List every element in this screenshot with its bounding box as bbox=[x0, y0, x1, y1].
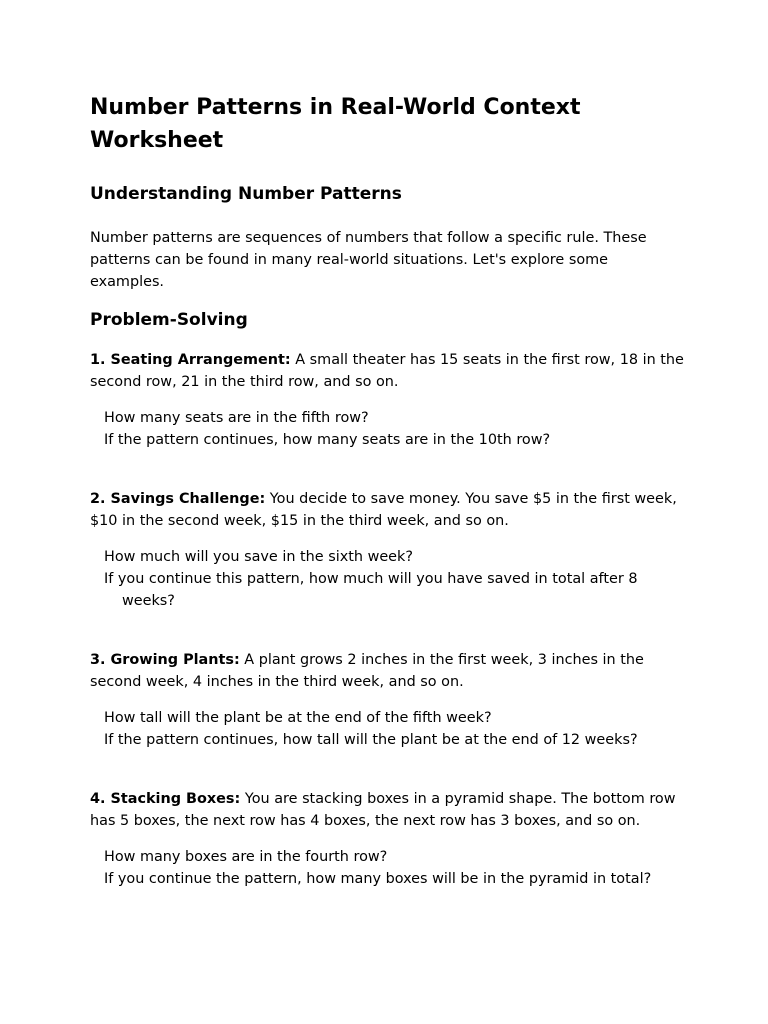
problem-3-question-1: How tall will the plant be at the end of the fifth week? bbox=[104, 710, 492, 726]
problem-2 bbox=[90, 488, 684, 612]
problem-2-description: You decide to save money. You save $5 in the first week, $10 in the second week, $15 in the third week, and so on. bbox=[90, 491, 677, 529]
worksheet-title: Number Patterns in Real-World Context Worksheet bbox=[90, 95, 581, 153]
problem-2-question-2: If you continue this pattern, how much will you have saved in total after 8 weeks? bbox=[104, 571, 638, 609]
intro-paragraph: Number patterns are sequences of numbers that follow a specific rule. These patterns can be found in many real-world situations. Let's explore some examples. bbox=[90, 230, 647, 290]
problem-1-questions bbox=[90, 407, 684, 451]
problem-2-question-1: How much will you save in the sixth week? bbox=[104, 549, 414, 565]
problem-1-label: 1. Seating Arrangement: bbox=[90, 352, 291, 368]
section-heading-problem-solving: Problem-Solving bbox=[90, 310, 248, 330]
problem-3-description: A plant grows 2 inches in the first week, 3 inches in the second week, 4 inches in the third week, and so on. bbox=[90, 652, 644, 690]
problem-4 bbox=[90, 788, 684, 890]
problem-4-question-1: How many boxes are in the fourth row? bbox=[104, 849, 388, 865]
problem-1 bbox=[90, 349, 684, 451]
problem-1-description: A small theater has 15 seats in the first row, 18 in the second row, 21 in the third row, and so on. bbox=[90, 352, 684, 390]
problem-4-question-2: If you continue the pattern, how many boxes will be in the pyramid in total? bbox=[104, 871, 652, 887]
problem-3-text bbox=[90, 649, 684, 693]
problem-2-label: 2. Savings Challenge: bbox=[90, 491, 266, 507]
problem-4-text bbox=[90, 788, 684, 832]
problem-1-question-1: How many seats are in the fifth row? bbox=[104, 410, 369, 426]
section-heading-understanding: Understanding Number Patterns bbox=[90, 184, 402, 204]
problem-1-question-2: If the pattern continues, how many seats are in the 10th row? bbox=[104, 432, 551, 448]
problem-4-description: You are stacking boxes in a pyramid shape. The bottom row has 5 boxes, the next row has 4 boxes, the next row has 3 boxes, and so on. bbox=[90, 791, 676, 829]
problem-2-questions bbox=[90, 546, 684, 612]
problem-2-text bbox=[90, 488, 684, 532]
problem-4-label: 4. Stacking Boxes: bbox=[90, 791, 241, 807]
problem-3-question-2: If the pattern continues, how tall will the plant be at the end of 12 weeks? bbox=[104, 732, 638, 748]
problem-3-label: 3. Growing Plants: bbox=[90, 652, 240, 668]
problem-4-questions bbox=[90, 846, 684, 890]
problem-1-text bbox=[90, 349, 684, 393]
problem-3-questions bbox=[90, 707, 684, 751]
problem-3 bbox=[90, 649, 684, 751]
